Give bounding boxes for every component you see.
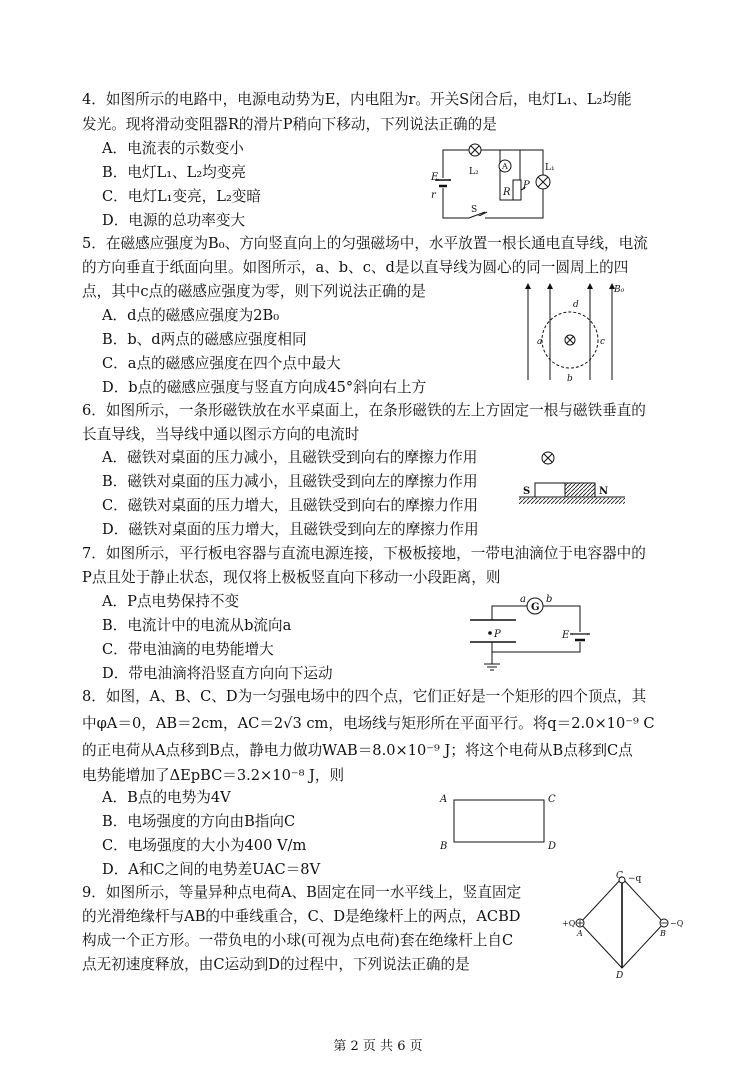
q5-option-c: C．a点的磁感应强度在四个点中最大 bbox=[102, 355, 341, 372]
q6-bar-magnet-figure bbox=[515, 448, 630, 512]
q8-option-b: B．电场强度的方向由B指向C bbox=[102, 813, 296, 830]
q5-line-3: 点，其中c点的磁感应强度为零，则下列说法正确的是 bbox=[82, 283, 426, 300]
fig-label-A: A bbox=[577, 929, 583, 938]
q7-option-a: A．P点电势保持不变 bbox=[102, 593, 240, 610]
fig-label-B: B bbox=[660, 929, 666, 938]
q6-option-c: C．磁铁对桌面的压力增大，且磁铁受到向右的摩擦力作用 bbox=[102, 497, 479, 514]
q8-line-3: 的正电荷从A点移到B点，静电力做功WAB＝8.0×10⁻⁹ J；将这个电荷从B点移到C点 bbox=[82, 742, 633, 759]
fig-label-L1: L₁ bbox=[545, 163, 555, 173]
q8-option-d: D．A和C之间的电势差UAC＝8V bbox=[102, 861, 321, 878]
q7-capacitor-figure bbox=[462, 592, 592, 681]
fig-label-b: b bbox=[546, 594, 553, 605]
q8-rectangle-figure bbox=[438, 790, 563, 856]
fig-label-minus-Q: −Q bbox=[670, 919, 684, 928]
fig-label-C: C bbox=[548, 794, 556, 805]
q8-line-1: 8．如图，A、B、C、D为一匀强电场中的四个点，它们正好是一个矩形的四个顶点，其 bbox=[82, 688, 647, 705]
q6-option-b: B．磁铁对桌面的压力减小，且磁铁受到向左的摩擦力作用 bbox=[102, 473, 478, 490]
fig-label-b: b bbox=[567, 374, 573, 384]
q5-magnetic-field-figure bbox=[520, 282, 630, 386]
q9-line-3: 构成一个正方形。一带负电的小球(可视为点电荷)套在绝缘杆上自C bbox=[82, 932, 514, 949]
q7-option-c: C．带电油滴的电势能增大 bbox=[102, 641, 274, 658]
fig-label-A: A bbox=[502, 162, 508, 171]
fig-label-D: D bbox=[548, 841, 557, 852]
fig-label-plus-Q: +Q bbox=[562, 919, 576, 928]
fig-label-B0: B₀ bbox=[614, 285, 625, 295]
q4-option-b: B．电灯L₁、L₂均变亮 bbox=[102, 164, 246, 181]
q4-line-2: 发光。现将滑动变阻器R的滑片P稍向下移动，下列说法正确的是 bbox=[82, 116, 497, 133]
q9-line-2: 的光滑绝缘杆与AB的中垂线重合，C、D是绝缘杆上的两点，ACBD bbox=[82, 908, 521, 925]
fig-label-d: d bbox=[573, 300, 579, 310]
q4-option-d: D．电源的总功率变大 bbox=[102, 212, 246, 229]
q4-option-c: C．电灯L₁变亮，L₂变暗 bbox=[102, 188, 261, 205]
q9-square-charges-figure bbox=[560, 868, 690, 992]
fig-label-C: C bbox=[616, 871, 623, 881]
q6-line-2: 长直导线，当导线中通以图示方向的电流时 bbox=[82, 426, 360, 443]
q4-circuit-figure bbox=[425, 140, 555, 234]
fig-label-E: E bbox=[431, 172, 439, 183]
fig-label-A: A bbox=[440, 794, 448, 805]
q5-option-a: A．d点的磁感应强度为2B₀ bbox=[102, 307, 280, 324]
q9-line-1: 9．如图所示，等量异种点电荷A、B固定在同一水平线上，竖直固定 bbox=[82, 884, 522, 901]
q7-option-b: B．电流计中的电流从b流向a bbox=[102, 617, 292, 634]
fig-label-a: a bbox=[537, 337, 543, 347]
fig-label-D: D bbox=[616, 971, 624, 981]
q5-option-d: D．b点的磁感应强度与竖直方向成45°斜向右上方 bbox=[102, 379, 427, 396]
q7-option-d: D．带电油滴将沿竖直方向向下运动 bbox=[102, 665, 333, 682]
fig-label-r: r bbox=[431, 190, 436, 201]
fig-label-P: P bbox=[523, 180, 530, 191]
q8-option-a: A．B点的电势为4V bbox=[102, 789, 231, 806]
q7-line-2: P点且处于静止状态，现仅将上极板竖直向下移动一小段距离，则 bbox=[82, 569, 501, 586]
fig-label-G: G bbox=[531, 602, 540, 613]
q8-line-2: 中φA＝0，AB＝2cm，AC＝2√3 cm，电场线与矩形所在平面平行。将q＝2.0×10⁻⁹ C bbox=[82, 715, 655, 732]
fig-label-a: a bbox=[520, 594, 526, 605]
q7-line-1: 7．如图所示，平行板电容器与直流电源连接，下极板接地，一带电油滴位于电容器中的 bbox=[82, 545, 646, 562]
q5-option-b: B．b、d两点的磁感应强度相同 bbox=[102, 331, 307, 348]
q8-option-c: C．电场强度的大小为400 V/m bbox=[102, 837, 307, 854]
fig-label-c: c bbox=[600, 337, 606, 347]
fig-label-B: B bbox=[440, 841, 448, 852]
fig-label-L2: L₂ bbox=[469, 167, 479, 177]
q9-line-4: 点无初速度释放，由C运动到D的过程中，下列说法正确的是 bbox=[82, 956, 470, 973]
fig-label-minus-q: −q bbox=[628, 874, 642, 884]
fig-label-N: N bbox=[599, 486, 609, 497]
fig-label-R: R bbox=[503, 187, 511, 198]
fig-label-S: S bbox=[523, 486, 531, 497]
q5-line-2: 的方向垂直于纸面向里。如图所示，a、b、c、d是以直导线为圆心的同一圆周上的四 bbox=[82, 259, 629, 276]
q6-line-1: 6．如图所示，一条形磁铁放在水平桌面上，在条形磁铁的左上方固定一根与磁铁垂直的 bbox=[82, 402, 646, 419]
q6-option-d: D．磁铁对桌面的压力增大，且磁铁受到向左的摩擦力作用 bbox=[102, 521, 479, 538]
page-footer: 第 2 页 共 6 页 bbox=[333, 1039, 423, 1054]
q4-line-1: 4．如图所示的电路中，电源电动势为E，内电阻为r。开关S闭合后，电灯L₁、L₂均能 bbox=[82, 91, 632, 108]
fig-label-S: S bbox=[471, 205, 478, 215]
q4-option-a: A．电流表的示数变小 bbox=[102, 140, 244, 157]
q5-line-1: 5．在磁感应强度为B₀、方向竖直向上的匀强磁场中，水平放置一根长通电直导线，电流 bbox=[82, 235, 648, 252]
q8-line-4: 电势能增加了ΔEpBC＝3.2×10⁻⁸ J，则 bbox=[82, 767, 345, 784]
fig-label-E: E bbox=[562, 630, 570, 641]
q6-option-a: A．磁铁对桌面的压力减小，且磁铁受到向右的摩擦力作用 bbox=[102, 449, 478, 466]
fig-label-P: P bbox=[494, 629, 501, 640]
